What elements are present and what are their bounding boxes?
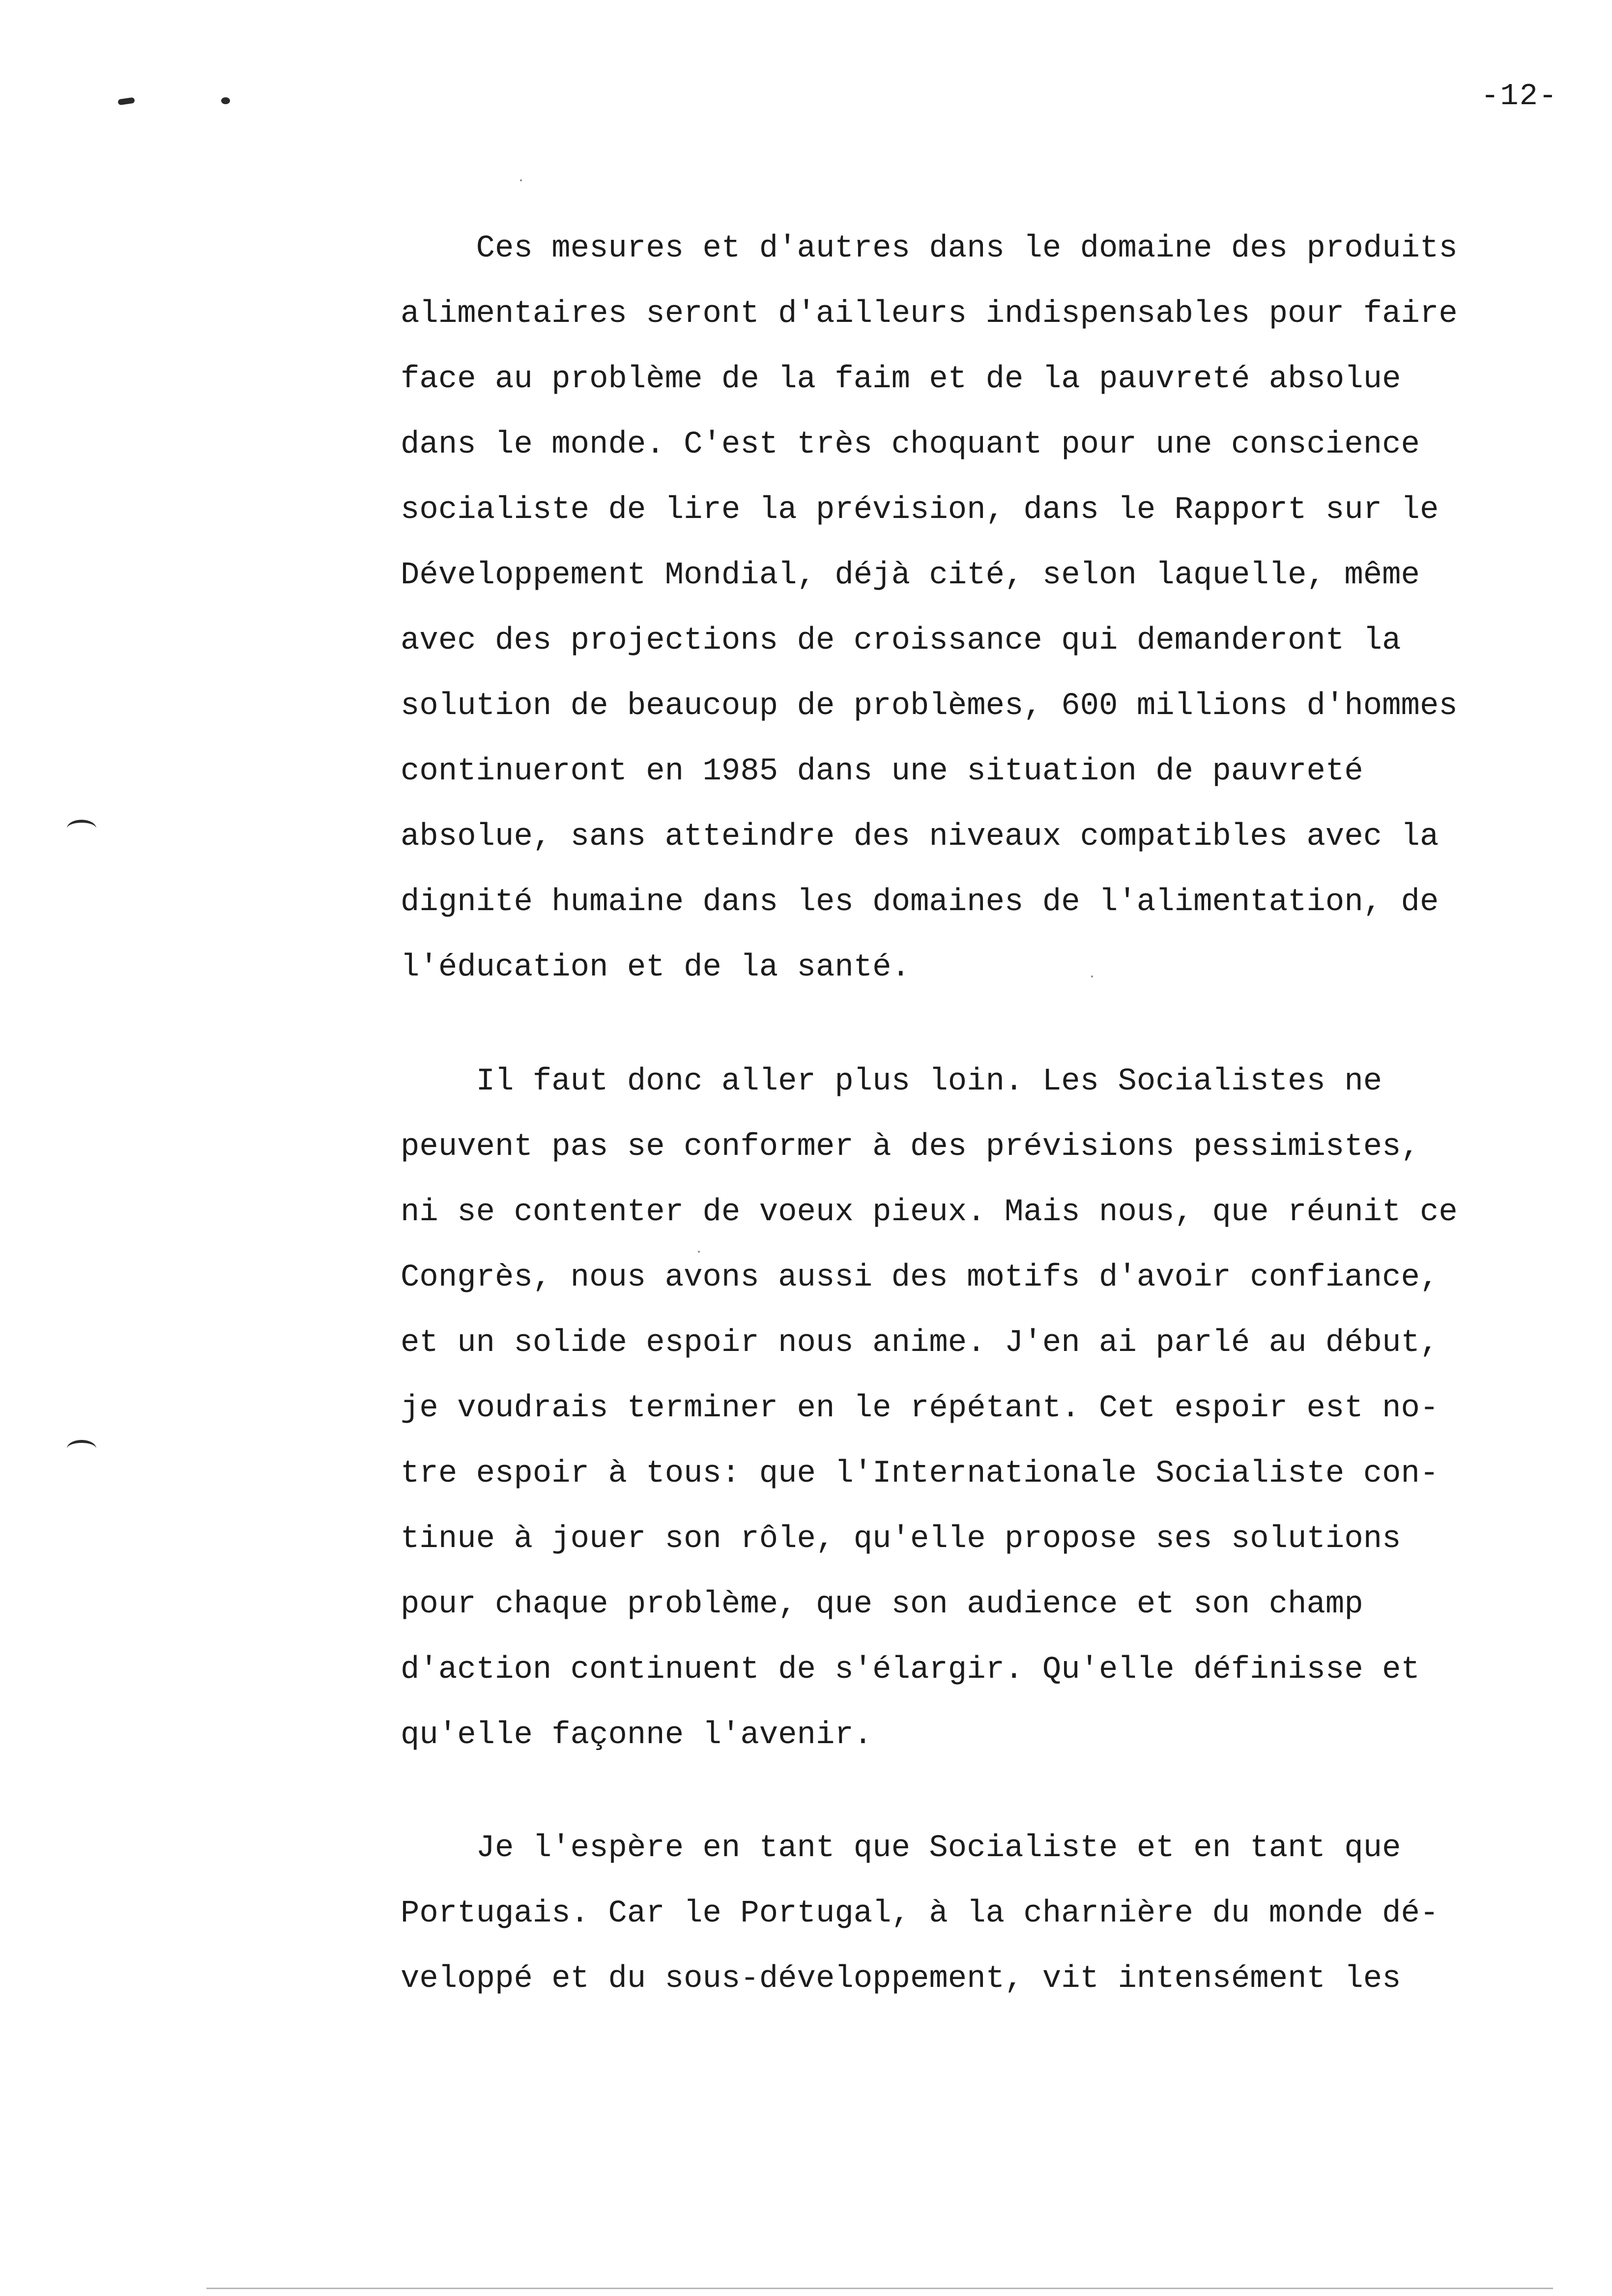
text-line: qu'elle façonne l'avenir. xyxy=(401,1718,873,1753)
text-line: et un solide espoir nous anime. J'en ai parlé au début, xyxy=(401,1325,1439,1361)
text-line: veloppé et du sous-développement, vit intensément les xyxy=(401,1961,1401,1997)
text-line: solution de beaucoup de problèmes, 600 millions d'hommes xyxy=(401,689,1458,724)
text-line: Portugais. Car le Portugal, à la charnière du monde dé- xyxy=(401,1896,1439,1931)
text-line: continueront en 1985 dans une situation de pauvreté xyxy=(401,754,1363,789)
text-line: absolue, sans atteindre des niveaux compatibles avec la xyxy=(401,819,1439,855)
paragraph-3 xyxy=(401,1816,1531,2012)
text-line: socialiste de lire la prévision, dans le Rapport sur le xyxy=(401,492,1439,528)
text-line: tre espoir à tous: que l'Internationale Socialiste con- xyxy=(401,1456,1439,1492)
paragraph-text xyxy=(401,1816,1531,2012)
text-line: Il faut donc aller plus loin. Les Socialistes ne xyxy=(401,1064,1382,1099)
text-line: Je l'espère en tant que Socialiste et en tant que xyxy=(401,1831,1401,1866)
page-number: -12- xyxy=(1481,79,1558,114)
text-line: l'éducation et de la santé. xyxy=(401,950,910,985)
text-line: pour chaque problème, que son audience et son champ xyxy=(401,1587,1363,1622)
text-line: dignité humaine dans les domaines de l'alimentation, de xyxy=(401,885,1439,920)
paragraph-2 xyxy=(401,1049,1531,1768)
text-line: ni se contenter de voeux pieux. Mais nous, que réunit ce xyxy=(401,1195,1458,1230)
text-line: face au problème de la faim et de la pauvreté absolue xyxy=(401,362,1401,397)
scan-mark xyxy=(117,97,135,106)
text-line: tinue à jouer son rôle, qu'elle propose ses solutions xyxy=(401,1521,1401,1557)
text-line: d'action continuent de s'élargir. Qu'elle définisse et xyxy=(401,1652,1420,1688)
text-line: Ces mesures et d'autres dans le domaine des produits xyxy=(401,231,1458,266)
binding-hole-mark xyxy=(67,820,96,837)
text-line: je voudrais terminer en le répétant. Cet espoir est no- xyxy=(401,1391,1439,1426)
paragraph-text xyxy=(401,1049,1531,1768)
text-line: Congrès, nous avons aussi des motifs d'avoir confiance, xyxy=(401,1260,1439,1295)
paragraph-text xyxy=(401,216,1531,1001)
text-line: alimentaires seront d'ailleurs indispensables pour faire xyxy=(401,296,1458,332)
paragraph-1 xyxy=(401,216,1531,1001)
text-line: dans le monde. C'est très choquant pour une conscience xyxy=(401,427,1420,462)
binding-hole-mark xyxy=(67,1440,96,1458)
text-line: peuvent pas se conformer à des prévisions pessimistes, xyxy=(401,1129,1420,1165)
scan-edge-line xyxy=(206,2288,1553,2289)
scan-speck xyxy=(520,179,522,181)
text-line: avec des projections de croissance qui demanderont la xyxy=(401,623,1401,659)
scan-mark xyxy=(221,97,230,104)
text-line: Développement Mondial, déjà cité, selon laquelle, même xyxy=(401,558,1420,593)
